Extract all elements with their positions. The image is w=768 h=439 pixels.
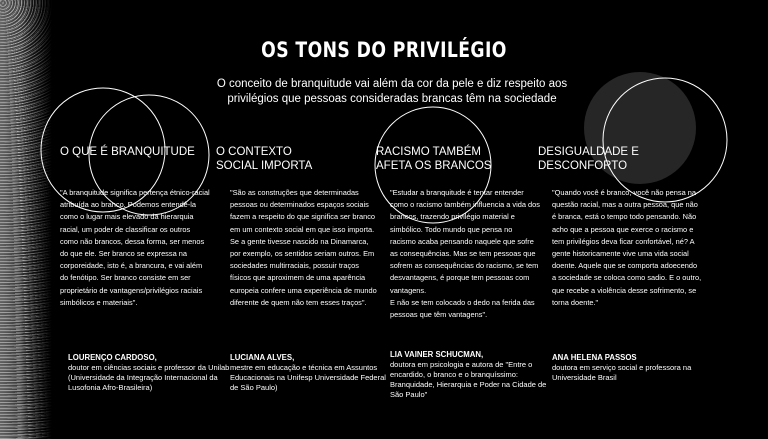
author-name: ANA HELENA PASSOS (552, 353, 637, 362)
column-quote: "A branquitude significa pertença étnico-racial atribuída ao branco. Podemos entendê-la como o lugar mais elevado da hierarquia racial, um poder de classificar os outros como não brancos, dessa forma, ser menos do que ele. Ser branco se expressa na corporeidade, isto é, a brancura, e vai além do fenótipo. Ser branco consiste em ser proprietário de vantagens/privilégios raciais simbólicos e materiais". (60, 188, 210, 307)
page-title: OS TONS DO PRIVILÉGIO (261, 38, 507, 62)
author-description: doutora em serviço social e professora na Universidade Brasil (552, 363, 692, 382)
page-subtitle: O conceito de branquitude vai além da cor da pele e diz respeito aos privilégios que pessoas consideradas brancas têm na sociedade (216, 78, 568, 105)
author-description: doutor em ciências sociais e professor da Unilab (Universidade da Integração Internacional da Lusofonia Afro-Brasileira) (68, 363, 230, 392)
column-heading: RACISMO TAMBÉM AFETA OS BRANCOS (376, 146, 492, 172)
author-block (390, 350, 555, 400)
column-quote: "São as construções que determinadas pessoas ou determinados espaços sociais fazem a respeito do que significa ser branco em um contexto social em que isso importa. Se a gente tivesse nascido na Dinamarca, por exemplo, os sentidos seriam outros. Em sociedades multirraciais, possuir traços físicos que aproximem de uma aparência europeia confere uma experiência de mundo diferente de quem não tem esses traços". (230, 188, 377, 307)
author-block (68, 353, 233, 393)
column-quote: "Estudar a branquitude é tentar entender como o racismo também influencia a vida dos brancos, trazendo privilégio material e simbólico. Todo mundo que pensa no racismo acaba pensando naquele que sofre as consequências. Mas se tem pessoas que sofrem as consequências do racismo, se tem desvantagens, é porque tem pessoas com vantagens. E não se tem colocado o dedo na ferida das pessoas que têm vantagens". (390, 188, 540, 320)
author-block (552, 353, 717, 383)
column-heading: O CONTEXTO SOCIAL IMPORTA (216, 146, 313, 172)
author-block (230, 353, 395, 393)
author-description: mestre em educação e técnica em Assuntos Educacionais na Unifesp Universidade Federal de São Paulo) (230, 363, 386, 392)
column-quote: "Quando você é branco, você não pensa na questão racial, mas a outra pessoa, que não é branca, está o tempo todo pensando. Não acho que a pessoa que exerce o racismo e tem privilégios deva ficar confortável, né? A gente historicamente vive uma vida social doente. Aquele que se comporta adoecendo a sociedade se coloca como sadio. E o outro, que recebe a violência desse sofrimento, se torna doente." (552, 188, 702, 307)
author-name: LOURENÇO CARDOSO, (68, 353, 157, 362)
column-heading: DESIGUALDADE E DESCONFORTO (538, 146, 639, 172)
column-heading: O QUE É BRANQUITUDE (60, 146, 195, 158)
author-name: LUCIANA ALVES, (230, 353, 295, 362)
author-name: LIA VAINER SCHUCMAN, (390, 350, 484, 359)
author-description: doutora em psicologia e autora de "Entre o encardido, o branco e o branquíssimo: Branquidade, Hierarquia e Poder na Cidade de São Paulo" (390, 360, 547, 399)
